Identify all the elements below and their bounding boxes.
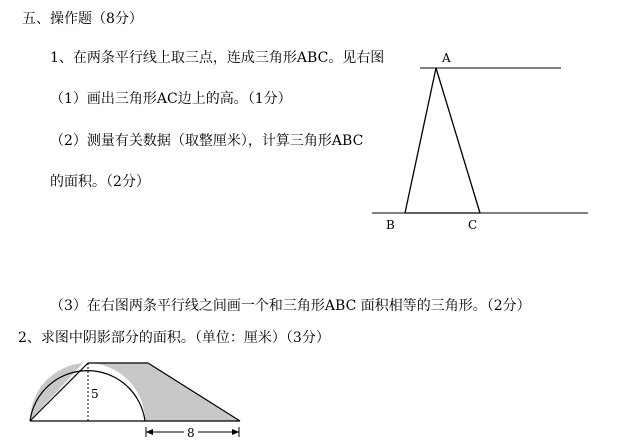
width-label: 8 xyxy=(187,426,195,440)
q1-intro: 1、在两条平行线上取三点，连成三角形ABC。见右图 xyxy=(50,50,385,66)
vertex-label-b: B xyxy=(386,218,395,232)
vertex-label-c: C xyxy=(468,218,478,232)
section-title: 五、操作题（8分） xyxy=(22,11,143,27)
q1-part1: （1）画出三角形AC边上的高。（1分） xyxy=(50,91,292,107)
shaded-right-region xyxy=(88,363,240,421)
q2-text: 2、求图中阴影部分的面积。（单位：厘米）（3分） xyxy=(18,330,330,346)
arrow-left-icon xyxy=(146,429,153,435)
height-label: 5 xyxy=(91,387,99,401)
q1-part3: （3）在右图两条平行线之间画一个和三角形ABC 面积相等的三角形。（2分） xyxy=(50,298,531,314)
arrow-right-icon xyxy=(232,429,239,435)
q1-part2-line1: （2）测量有关数据（取整厘米），计算三角形ABC xyxy=(50,133,364,149)
vertex-label-a: A xyxy=(442,51,451,65)
q1-part2-line2: 的面积。（2分） xyxy=(50,174,150,190)
